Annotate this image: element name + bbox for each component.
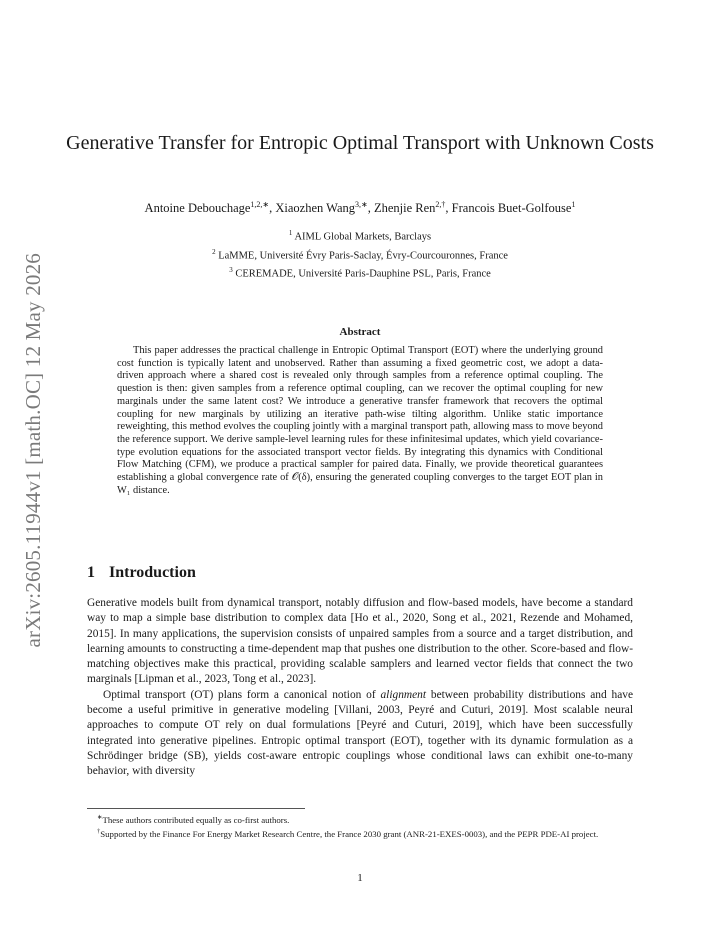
affiliation: $^1$ AIML Global Markets, Barclays (288, 229, 432, 243)
affiliation: $^2$ LaMME, Université Évry Paris-Saclay, Évry-Courcouronnes, France (212, 247, 508, 261)
arxiv-identifier (16, 240, 50, 660)
author: Zhenjie Ren$^{2,\dagger}$, (373, 200, 452, 216)
author-list (60, 200, 660, 216)
abstract-body: This paper addresses the practical challenge in Entropic Optimal Transport (EOT) where the underlying ground cost function is typically latent and unobserved. Rather than assuming a fixed geometric cost, we adopt a data-driven approach where a shared cost is revealed only through samples from a reference optimal coupling. The question is then: given samples from a reference optimal coupling, can we recover the optimal coupling for new marginals under the same latent cost? We introduce a generative transfer framework that recovers the optimal coupling for new marginals by utilizing an iterative path-wise tilting algorithm. Unlike static importance reweighting, this method evolves the coupling jointly with a marginal transport path, allowing mass to move beyond the reference support. We derive sample-level learning rules for these infinitesimal updates, which yield covariance-type evolution equations for the associated transport vector fields. By integrating this dynamics with Conditional Flow Matching (CFM), we produce a practical sampler for paired data. Finally, we provide theoretical guarantees establishing a global convergence rate of 𝒪(δ), ensuring the generated coupling converges to the target EOT plan in W₁ distance. (117, 345, 603, 496)
author: Xiaozhen Wang$^{3,∗}$, (275, 200, 374, 216)
paragraph: Optimal transport (OT) plans form a canonical notion of alignment between probability distributions and have become a useful primitive in generative modeling [Villani, 2003, Peyré and Cuturi, 2019]. Most scalable neural approaches to compute OT rely on dual formulations [Peyré and Cuturi, 2019], which have been successfully integrated into generative pipelines. Entropic optimal transport (EOT), together with its dynamic formulation as a Schrödinger bridge (SB), yields cost-aware entropic couplings whose conditional laws can exhibit one-to-many behavior, with diversity (87, 688, 634, 778)
footnotes (87, 812, 633, 841)
footnote: †Supported by the Finance For Energy Market Research Centre, the France 2030 grant (ANR-21-EXES-0003), and the PEPR PDE-AI project. (97, 828, 599, 840)
section-number: 1 (87, 564, 95, 581)
author: Francois Buet-Golfouse$^1$ (451, 200, 576, 216)
abstract-heading: Abstract (339, 326, 381, 338)
body-text (87, 596, 633, 780)
paragraph: Generative models built from dynamical transport, notably diffusion and flow-based models, have become a standard way to map a simple base distribution to complex data [Ho et al., 2020, Song et al., 2021, Rezende and Mohamed, 2015]. In many applications, the supervision consists of unpaired samples from a source and a target distribution, and learning amounts to constructing a time-dependent map that pushes one distribution to the other. Score-based and flow-matching objectives make this practical, providing scalable samplers and learned vector fields that connect the two marginals [Lipman et al., 2023, Tong et al., 2023]. (87, 597, 633, 686)
section-title: Introduction (109, 564, 196, 581)
footnote: ∗These authors contributed equally as co-first authors. (97, 814, 290, 825)
arxiv-identifier-text: arXiv:2605.11944v1 [math.OC] 12 May 2026 (20, 252, 45, 648)
author: Antoine Debouchage$^{1,2,∗}$, (144, 200, 276, 216)
section-heading (87, 564, 196, 582)
paper-title: Generative Transfer for Entropic Optimal Transport with Unknown Costs (66, 132, 654, 154)
affiliation: $^3$ CEREMADE, Université Paris-Dauphine PSL, Paris, France (229, 266, 491, 280)
page-number: 1 (357, 872, 363, 884)
footnote-rule (87, 808, 305, 809)
affiliation-list (60, 226, 660, 282)
